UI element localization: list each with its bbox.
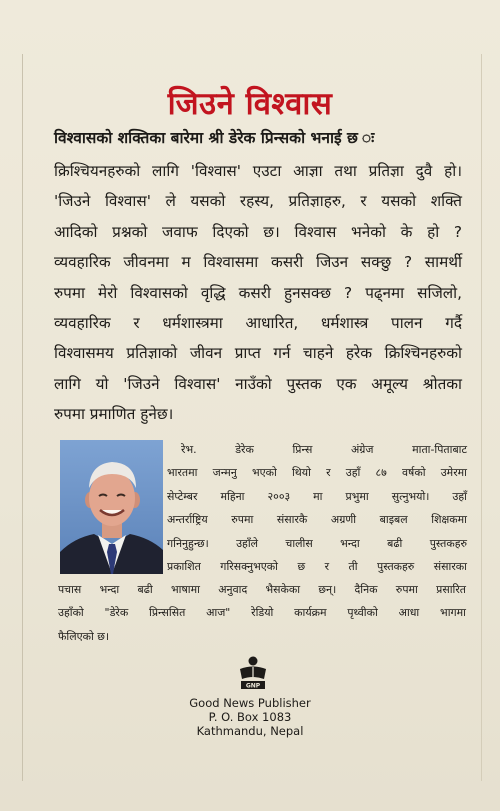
publisher-city: Kathmandu, Nepal: [196, 724, 304, 738]
blurb: [54, 156, 462, 430]
bio-line: रेभ. डेरेक प्रिन्स अंग्रेज माता-पिताबाट: [181, 443, 467, 456]
bio-line: भारतमा जन्मनु भएको थियो र उहाँ ८७ वर्षको उमेरमा: [167, 466, 467, 480]
bio-line: प्रकाशित गरिसक्नुभएको छ र ती पुस्तकहरु संसारका: [167, 559, 467, 573]
bio-line: सेप्टेम्बर महिना २००३ मा प्रभुमा सुत्नुभयो। उहाँ: [167, 489, 467, 503]
author-photo: [60, 440, 163, 574]
blurb-line: रुपमा मेरो विश्वासको वृद्धि कसरी हुनसक्छ ? पढ्नमा सजिलो,: [54, 283, 462, 302]
blurb-line: व्यवहारिक जीवनमा म विश्वासमा कसरी जिउन सक्छु ? सामर्थी: [54, 253, 462, 272]
bio-line: अन्तर्राष्ट्रिय रुपमा संसारकै अग्रणी बाइबल शिक्षकमा: [167, 513, 467, 527]
publisher-logo: [238, 655, 268, 691]
subtitle: विश्वासको शक्तिका बारेमा श्री डेरेक प्रिन्सको भनाई छ ः: [54, 129, 375, 147]
book-title: जिउने विश्वास: [167, 86, 333, 122]
author-bio-full: [58, 578, 466, 648]
blurb-line: 'जिउने विश्वास' ले यसको रहस्य, प्रतिज्ञाहरु, र यसको शक्ति: [54, 192, 462, 211]
author-portrait-icon: [60, 440, 163, 574]
blurb-line: लागि यो 'जिउने विश्वास' नाउँको पुस्तक एक अमूल्य श्रोतका: [54, 374, 462, 393]
blurb-line: व्यवहारिक र धर्मशास्त्रमा आधारित, धर्मशास्त्र पालन गर्दै: [54, 313, 462, 332]
publisher-name: Good News Publisher: [189, 696, 311, 710]
blurb-line: आदिको प्रश्नको जवाफ दिएको छ। विश्वास भनेको के हो ?: [54, 222, 462, 241]
publisher-info: [0, 696, 500, 738]
publisher-box: P. O. Box 1083: [208, 710, 292, 724]
bio-line: पचास भन्दा बढी भाषामा अनुवाद भैसकेका छन्। दैनिक रुपमा प्रसारित: [58, 583, 466, 596]
blurb-line: क्रिश्चियनहरुको लागि 'विश्वास' एउटा आज्ञा तथा प्रतिज्ञा दुवै हो।: [54, 162, 462, 180]
reading-figure-icon: [238, 655, 268, 691]
author-bio-side: [167, 438, 467, 578]
bio-line: गनिनुहुन्छ। उहाँले चालीस भन्दा बढी पुस्तकहरु: [167, 536, 467, 550]
blurb-line: रुपमा प्रमाणित हुनेछ।: [54, 405, 174, 424]
bio-line: फैलिएको छ।: [58, 629, 110, 643]
blurb-line: विश्वासमय प्रतिज्ञाको जीवन प्राप्त गर्न चाहने हरेक क्रिश्चिनहरुको: [54, 344, 462, 363]
bio-line: उहाँको "डेरेक प्रिन्ससित आज" रेडियो कार्यक्रम पृथ्वीको आधा भागमा: [58, 606, 466, 620]
logo-text: GNP: [245, 682, 261, 690]
